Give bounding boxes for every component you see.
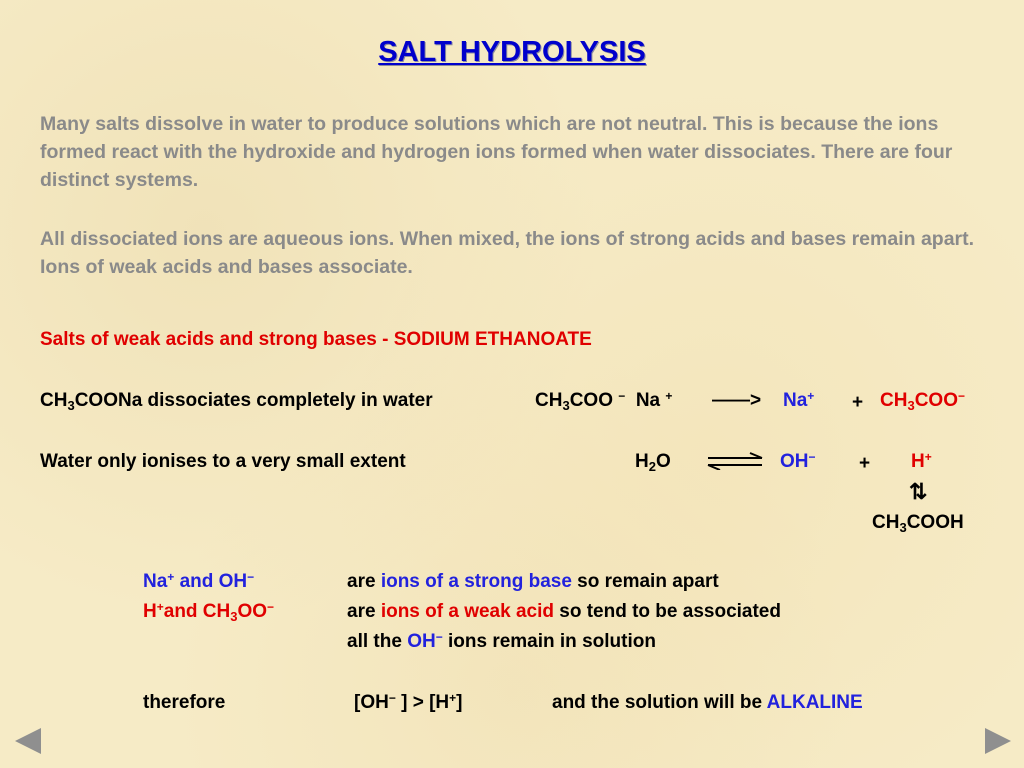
product-sodium-ion: Na+	[783, 389, 815, 411]
ethanoic-acid-formula: $CH_3COOH$	[872, 512, 964, 535]
equilibrium-arrow-icon	[706, 452, 764, 470]
hydroxide-ion: OH−	[780, 450, 816, 472]
water-ionisation-label: Water only ionises to a very small extent	[40, 451, 406, 472]
plus-sign-2: +	[859, 453, 871, 474]
dissociation-arrow: ——>	[712, 390, 762, 411]
intro-paragraph: Many salts dissolve in water to produce solutions which are not neutral. This is because the ions formed react with the hydroxide and hydrogen ions formed when water dissociates. There are four distinct systems.	[40, 113, 953, 191]
summary-row1-text: are ions of a strong base so remain apart	[347, 571, 719, 592]
vertical-equilibrium-icon: ⇅	[909, 479, 928, 504]
previous-slide-triangle-left-icon[interactable]	[15, 728, 41, 754]
summary-row1-ions: Na+ and OH−	[143, 570, 255, 592]
slide-title: SALT HYDROLYSIS	[378, 36, 646, 68]
dissociation-label: $CH_3COONa$ dissociates completely in water	[40, 390, 433, 413]
conclusion-label: therefore	[143, 692, 226, 713]
concentration-comparison: [OH− ] > [H+]	[354, 691, 463, 713]
water-formula: $H_2O$	[635, 451, 671, 474]
heading-salt-name: SODIUM ETHANOATE	[393, 329, 592, 350]
heading-text: Salts of weak acids and strong bases -	[40, 329, 394, 350]
summary-row2-text: are ions of a weak acid so tend to be associated	[347, 601, 781, 622]
plus-sign: +	[852, 392, 864, 413]
summary-row2-ions: H+and $CH_3OO^-$	[143, 600, 275, 624]
product-ethanoate-ion: $CH_3COO^-$	[880, 389, 965, 413]
summary-row3-text: all the OH− ions remain in solution	[347, 630, 656, 652]
next-slide-triangle-right-icon[interactable]	[985, 728, 1011, 754]
hydrogen-ion: H+	[911, 450, 932, 472]
ions-paragraph: All dissociated ions are aqueous ions. When mixed, the ions of strong acids and bases remain apart. Ions of weak acids and bases associate.	[40, 228, 975, 278]
conclusion-result: and the solution will be ALKALINE	[552, 692, 863, 713]
dissociation-reactant: $CH_3COO$ − Na +	[535, 389, 673, 413]
section-heading	[40, 329, 592, 351]
